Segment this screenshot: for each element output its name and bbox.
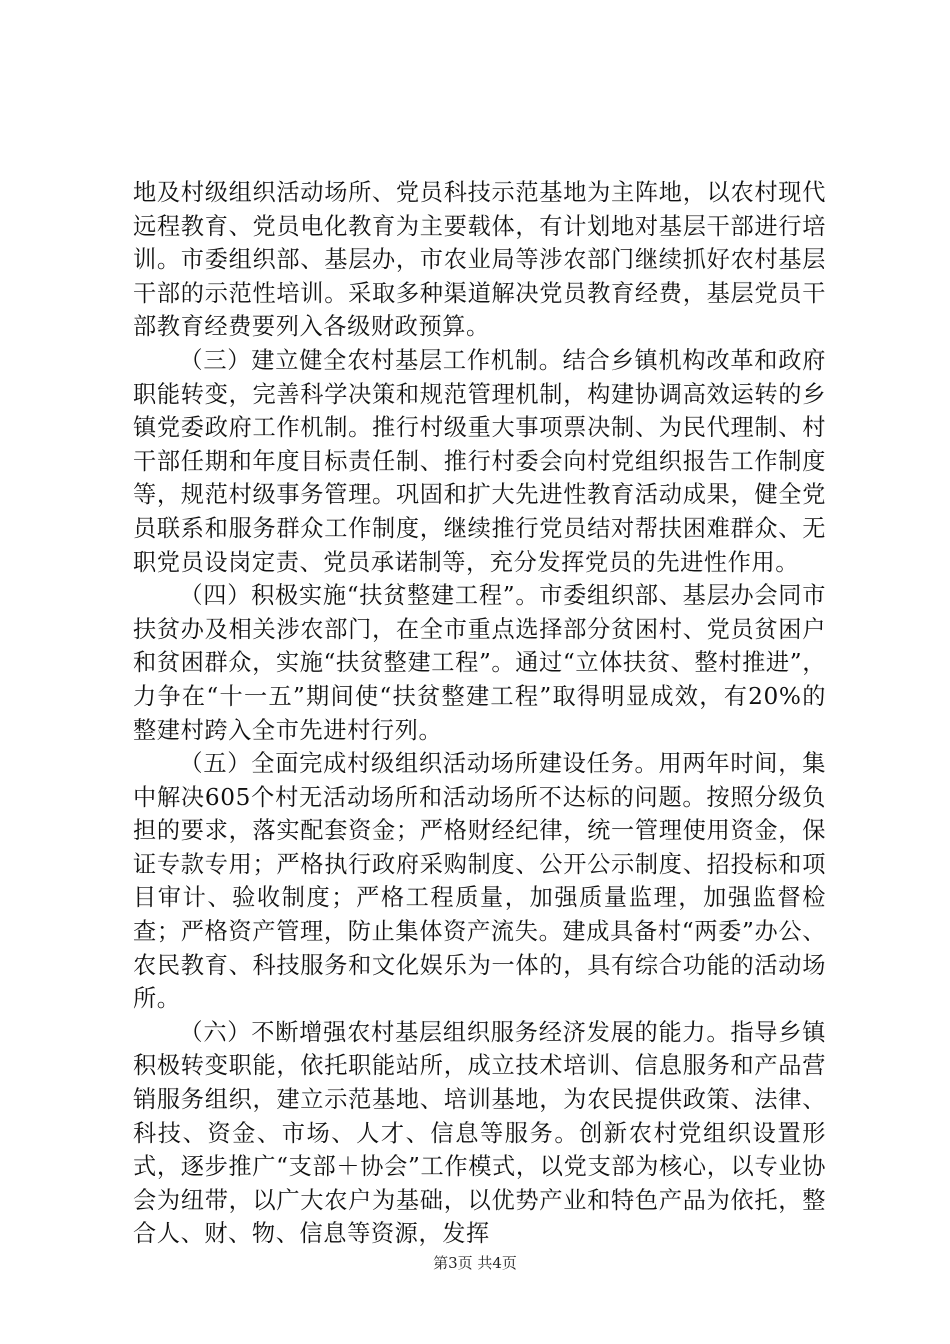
paragraph-continuation: 地及村级组织活动场所、党员科技示范基地为主阵地，以农村现代远程教育、党员电化教育为主要载体，有计划地对基层干部进行培训。市委组织部、基层办，市农业局等涉农部门继续抓好农村基层干部的示范性培训。采取多种渠道解决党员教育经费，基层党员干部教育经费要列入各级财政预算。 <box>133 179 826 341</box>
paragraph-section-4: （四）积极实施“扶贫整建工程”。市委组织部、基层办会同市扶贫办及相关涉农部门，在全市重点选择部分贫困村、党员贫困户和贫困群众，实施“扶贫整建工程”。通过“立体扶贫、整村推进”，力争在“十一五”期间使“扶贫整建工程”取得明显成效，有20%的整建村跨入全市先进村行列。 <box>133 582 826 744</box>
document-body <box>133 176 826 1251</box>
paragraph-section-3: （三）建立健全农村基层工作机制。结合乡镇机构改革和政府职能转变，完善科学决策和规范管理机制，构建协调高效运转的乡镇党委政府工作机制。推行村级重大事项票决制、为民代理制、村干部任期和年度目标责任制、推行村委会向村党组织报告工作制度等，规范村级事务管理。巩固和扩大先进性教育活动成果，健全党员联系和服务群众工作制度，继续推行党员结对帮扶困难群众、无职党员设岗定责、党员承诺制等，充分发挥党员的先进性作用。 <box>133 346 826 576</box>
page-number-footer: 第3页 共4页 <box>433 1254 517 1272</box>
paragraph-section-6: （六）不断增强农村基层组织服务经济发展的能力。指导乡镇积极转变职能，依托职能站所，成立技术培训、信息服务和产品营销服务组织，建立示范基地、培训基地，为农民提供政策、法律、科技、资金、市场、人才、信息等服务。创新农村党组织设置形式，逐步推广“支部＋协会”工作模式，以党支部为核心，以专业协会为纽带，以广大农户为基础，以优势产业和特色产品为依托，整合人、财、物、信息等资源，发挥 <box>133 1018 826 1248</box>
paragraph-section-5: （五）全面完成村级组织活动场所建设任务。用两年时间，集中解决605个村无活动场所和活动场所不达标的问题。按照分级负担的要求，落实配套资金；严格财经纪律，统一管理使用资金，保证专款专用；严格执行政府采购制度、公开公示制度、招投标和项目审计、验收制度；严格工程质量，加强质量监理，加强监督检查；严格资产管理，防止集体资产流失。建成具备村“两委”办公、农民教育、科技服务和文化娱乐为一体的，具有综合功能的活动场所。 <box>133 750 826 1013</box>
